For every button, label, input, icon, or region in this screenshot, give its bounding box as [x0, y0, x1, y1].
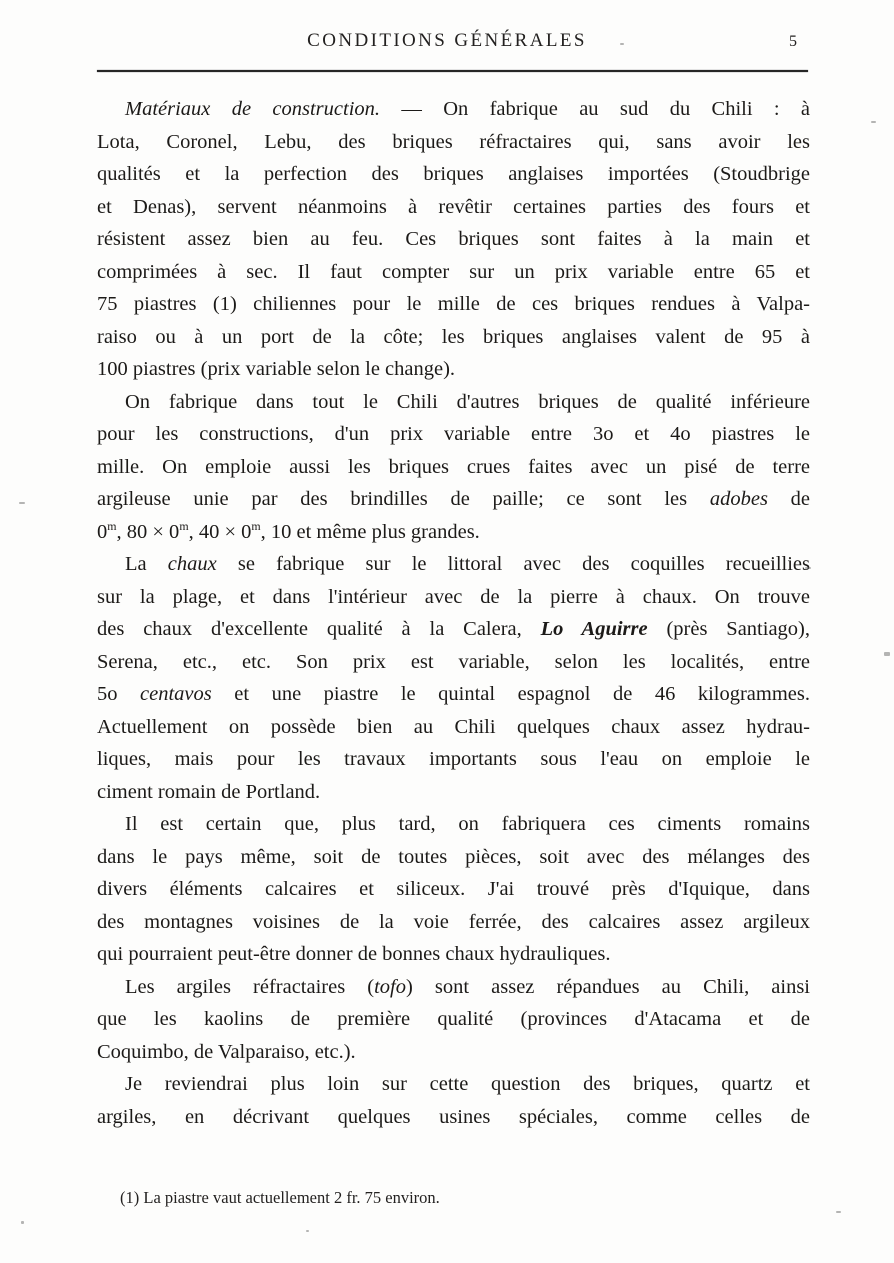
text-line	[97, 223, 810, 256]
text-segment: pour les constructions, d'un prix variable entre 3o et 4o piastres le	[97, 423, 810, 445]
text-segment: Il est certain que, plus tard, on fabriquera ces ciments romains	[125, 813, 810, 835]
text-line	[97, 548, 810, 581]
page-title: CONDITIONS GÉNÉRALES	[307, 30, 587, 51]
text-line	[97, 191, 810, 224]
scan-speck	[620, 43, 624, 45]
text-segment: ciment romain de Portland.	[97, 780, 321, 803]
text-segment: , 80 × 0	[116, 520, 180, 543]
text-segment: Lota, Coronel, Lebu, des briques réfractaires qui, sans avoir les	[97, 130, 810, 153]
paragraph	[97, 93, 810, 386]
header-rule	[97, 70, 808, 72]
text-segment: 0	[97, 520, 108, 543]
text-line	[97, 678, 810, 711]
text-segment: divers éléments calcaires et siliceux. J'ai trouvé près d'Iquique, dans	[97, 878, 810, 900]
text-line	[97, 158, 810, 191]
text-segment: ) sont assez répandues au Chili, ainsi	[406, 975, 810, 998]
text-segment: (près Santiago),	[647, 618, 810, 640]
text-line	[97, 256, 810, 289]
text-line	[97, 451, 810, 484]
text-segment: qui pourraient peut-être donner de bonnes chaux hydrauliques.	[97, 943, 611, 965]
text-segment: 5o	[97, 683, 141, 705]
text-line	[97, 418, 810, 451]
text-line	[97, 776, 810, 809]
text-segment: dans le pays même, soit de toutes pièces, soit avec des mélanges des	[97, 845, 810, 868]
text-segment: Matériaux de construction.	[125, 98, 381, 120]
paragraph	[97, 808, 810, 971]
text-line	[97, 743, 810, 776]
text-segment: — On fabrique au sud du Chili : à	[380, 98, 811, 120]
text-line	[97, 581, 810, 614]
text-segment: comprimées à sec. Il faut compter sur un prix variable entre 65 et	[97, 260, 810, 283]
text-segment: adobes	[709, 488, 768, 510]
scan-speck	[884, 652, 890, 656]
text-line	[97, 126, 810, 159]
text-segment: , 40 × 0	[188, 520, 252, 543]
body-text	[97, 93, 810, 1133]
text-segment: tofo	[374, 975, 406, 998]
text-segment: que les kaolins de première qualité (provinces d'Atacama et de	[97, 1008, 810, 1030]
text-segment: 75 piastres (1) chiliennes pour le mille de ces briques rendues à Valpa-	[97, 293, 810, 315]
text-segment: 100 piastres (prix variable selon le change).	[97, 358, 456, 380]
text-segment: des chaux d'excellente qualité à la Calera,	[97, 618, 541, 640]
text-line	[97, 288, 810, 321]
text-line	[97, 646, 810, 679]
text-segment: m	[107, 518, 117, 533]
text-segment: mille. On emploie aussi les briques crues faites avec un pisé de terre	[97, 455, 810, 478]
text-segment: des montagnes voisines de la voie ferrée, des calcaires assez argileux	[97, 910, 810, 933]
text-line	[97, 353, 810, 386]
text-line	[97, 1036, 810, 1069]
scan-speck	[805, 567, 811, 569]
text-line	[97, 386, 810, 419]
scan-speck	[306, 1230, 309, 1232]
text-segment: Actuellement on possède bien au Chili quelques chaux assez hydrau-	[97, 715, 810, 738]
text-line	[97, 1101, 810, 1134]
text-segment: liques, mais pour les travaux importants sous l'eau on emploie le	[97, 748, 810, 770]
text-segment: La	[125, 553, 168, 575]
text-segment: résistent assez bien au feu. Ces briques sont faites à la main et	[97, 228, 810, 250]
text-segment: se fabrique sur le littoral avec des coquilles recueillies	[216, 553, 810, 575]
text-line	[97, 906, 810, 939]
text-line	[97, 873, 810, 906]
scan-speck	[21, 1221, 24, 1224]
text-segment: et une piastre le quintal espagnol de 46 kilogrammes.	[211, 683, 810, 705]
text-segment: raiso ou à un port de la côte; les briques anglaises valent de 95 à	[97, 325, 810, 348]
text-line	[97, 321, 810, 354]
paragraph	[97, 1068, 810, 1133]
text-line	[97, 516, 810, 549]
text-segment: Les argiles réfractaires (	[125, 975, 375, 998]
scan-speck	[19, 502, 25, 504]
text-line	[97, 938, 810, 971]
paragraph	[97, 971, 810, 1069]
paragraph	[97, 548, 810, 808]
text-line	[97, 711, 810, 744]
text-segment: argiles, en décrivant quelques usines spéciales, comme celles de	[97, 1105, 810, 1128]
text-segment: sur la plage, et dans l'intérieur avec de la pierre à chaux. On trouve	[97, 585, 810, 608]
text-segment: , 10 et même plus grandes.	[260, 520, 480, 543]
text-segment: Coquimbo, de Valparaiso, etc.).	[97, 1040, 356, 1063]
text-line	[97, 971, 810, 1004]
text-segment: chaux	[167, 553, 217, 575]
text-line	[97, 613, 810, 646]
text-segment: Je reviendrai plus loin sur cette question des briques, quartz et	[125, 1073, 810, 1095]
text-segment: centavos	[140, 683, 212, 705]
text-line	[97, 841, 810, 874]
text-segment: m	[179, 518, 189, 533]
text-line	[97, 483, 810, 516]
text-line	[97, 808, 810, 841]
footnote: (1) La piastre vaut actuellement 2 fr. 75 environ.	[120, 1188, 440, 1207]
text-line	[97, 1003, 810, 1036]
text-segment: m	[251, 518, 261, 533]
text-segment: Lo Aguirre	[540, 618, 648, 640]
text-line	[97, 1068, 810, 1101]
text-segment: Serena, etc., etc. Son prix est variable, selon les localités, entre	[97, 650, 810, 673]
text-segment: argileuse unie par des brindilles de paille; ce sont les	[97, 488, 710, 510]
paragraph	[97, 386, 810, 549]
text-segment: de	[767, 488, 810, 510]
text-segment: On fabrique dans tout le Chili d'autres briques de qualité inférieure	[125, 390, 810, 413]
text-segment: et Denas), servent néanmoins à revêtir certaines parties des fours et	[97, 195, 810, 218]
text-line	[97, 93, 810, 126]
scan-speck	[871, 121, 876, 123]
page-number: 5	[789, 33, 797, 50]
text-segment: qualités et la perfection des briques anglaises importées (Stoudbrige	[97, 163, 810, 185]
scan-speck	[836, 1211, 841, 1213]
